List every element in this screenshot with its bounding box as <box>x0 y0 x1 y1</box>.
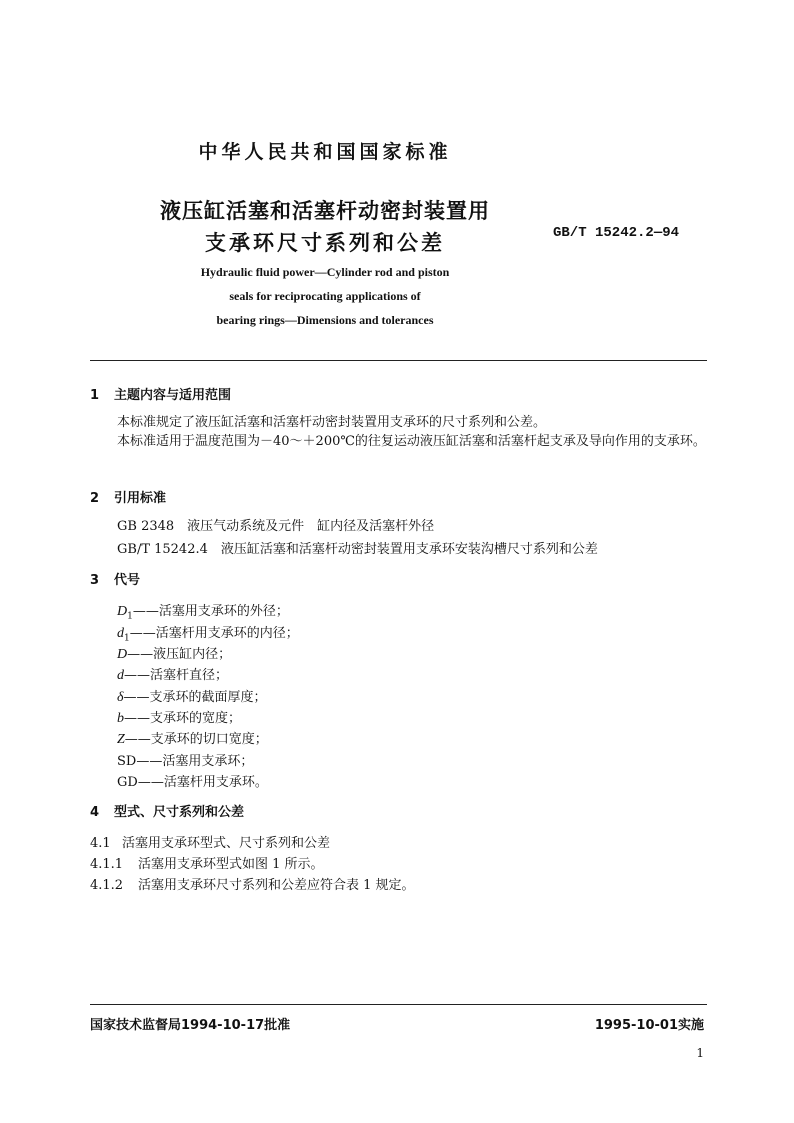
clause <box>90 853 324 872</box>
page-number: 1 <box>696 1046 704 1060</box>
section-title: 主题内容与适用范围 <box>114 388 232 403</box>
symbol-definition <box>117 771 268 790</box>
section-1-heading <box>90 384 231 403</box>
symbol: Z <box>117 732 125 747</box>
symbol-description: ——液压缸内径； <box>127 647 232 662</box>
clause-text: 活塞用支承环型式、尺寸系列和公差 <box>122 836 331 851</box>
symbol: d <box>117 626 124 641</box>
english-title-line-2: seals for reciprocating applications of <box>229 289 421 303</box>
reference-item: GB/T 15242.4 液压缸活塞和活塞杆动密封装置用支承环安装沟槽尺寸系列和公差 <box>117 542 598 557</box>
symbol-definition <box>117 686 267 706</box>
symbol-description: ——活塞杆直径； <box>124 668 229 683</box>
symbol-description: ——支承环的切口宽度； <box>124 732 268 747</box>
section-1-paragraph-1: 本标准规定了液压缸活塞和活塞杆动密封装置用支承环的尺寸系列和公差。 <box>117 415 547 430</box>
symbol-definition <box>117 600 289 622</box>
section-number: 3 <box>90 573 100 588</box>
clause-text: 活塞用支承环尺寸系列和公差应符合表 1 规定。 <box>138 878 415 893</box>
section-3-heading <box>90 569 140 588</box>
implementation-date: 1995-10-01实施 <box>594 1018 704 1033</box>
chinese-title-line-1: 液压缸活塞和活塞杆动密封装置用 <box>160 199 490 223</box>
symbol-description: ——活塞用支承环； <box>136 754 254 769</box>
section-number: 4 <box>90 805 100 820</box>
english-title-line-1: Hydraulic fluid power—Cylinder rod and piston <box>200 265 450 279</box>
clause-number: 4.1.1 <box>90 857 124 872</box>
section-4-heading <box>90 801 244 820</box>
clause-number: 4.1 <box>90 836 111 851</box>
symbol-definition <box>117 750 253 769</box>
symbol-definition <box>117 707 241 727</box>
header-divider <box>90 360 707 361</box>
section-title: 引用标准 <box>114 491 167 506</box>
footer-divider <box>90 1004 707 1005</box>
clause-text: 活塞用支承环型式如图 1 所示。 <box>138 857 324 872</box>
symbol: d <box>117 668 124 683</box>
standard-number: GB/T 15242.2—94 <box>553 225 680 241</box>
section-title: 代号 <box>114 573 141 588</box>
symbol-definition <box>117 728 268 748</box>
symbol-definition <box>117 643 231 663</box>
english-title-line-3: bearing rings—Dimensions and tolerances <box>216 313 434 327</box>
symbol-definition <box>117 664 228 684</box>
section-title: 型式、尺寸系列和公差 <box>114 805 245 820</box>
section-number: 1 <box>90 388 100 403</box>
symbol: SD <box>117 754 137 769</box>
symbol: δ <box>117 690 124 705</box>
section-1-paragraph-2: 本标准适用于温度范围为－40～＋200℃的往复运动液压缸活塞和活塞杆起支承及导向作用的支承环。 <box>117 434 706 449</box>
symbol-definition <box>117 622 299 644</box>
symbol-subscript: 1 <box>124 633 130 644</box>
clause <box>90 874 415 893</box>
symbol: b <box>117 711 124 726</box>
clause <box>90 832 330 851</box>
symbol: D <box>117 647 128 662</box>
symbol-description: ——支承环的截面厚度； <box>123 690 267 705</box>
symbol: GD <box>117 775 138 790</box>
section-2-heading <box>90 487 166 506</box>
symbol-description: ——活塞杆用支承环的内径； <box>129 626 299 641</box>
clause-number: 4.1.2 <box>90 878 124 893</box>
symbol-subscript: 1 <box>127 611 133 622</box>
symbol: D <box>117 604 128 619</box>
national-standard-title: 中华人民共和国国家标准 <box>198 141 452 163</box>
approval-date: 国家技术监督局1994-10-17批准 <box>90 1018 291 1033</box>
chinese-title-line-2: 支承环尺寸系列和公差 <box>205 231 445 255</box>
symbol-description: ——活塞用支承环的外径； <box>132 604 289 619</box>
symbol-description: ——活塞杆用支承环。 <box>137 775 268 790</box>
reference-item: GB 2348 液压气动系统及元件 缸内径及活塞杆外径 <box>117 519 435 534</box>
symbol-description: ——支承环的宽度； <box>124 711 242 726</box>
section-number: 2 <box>90 491 100 506</box>
